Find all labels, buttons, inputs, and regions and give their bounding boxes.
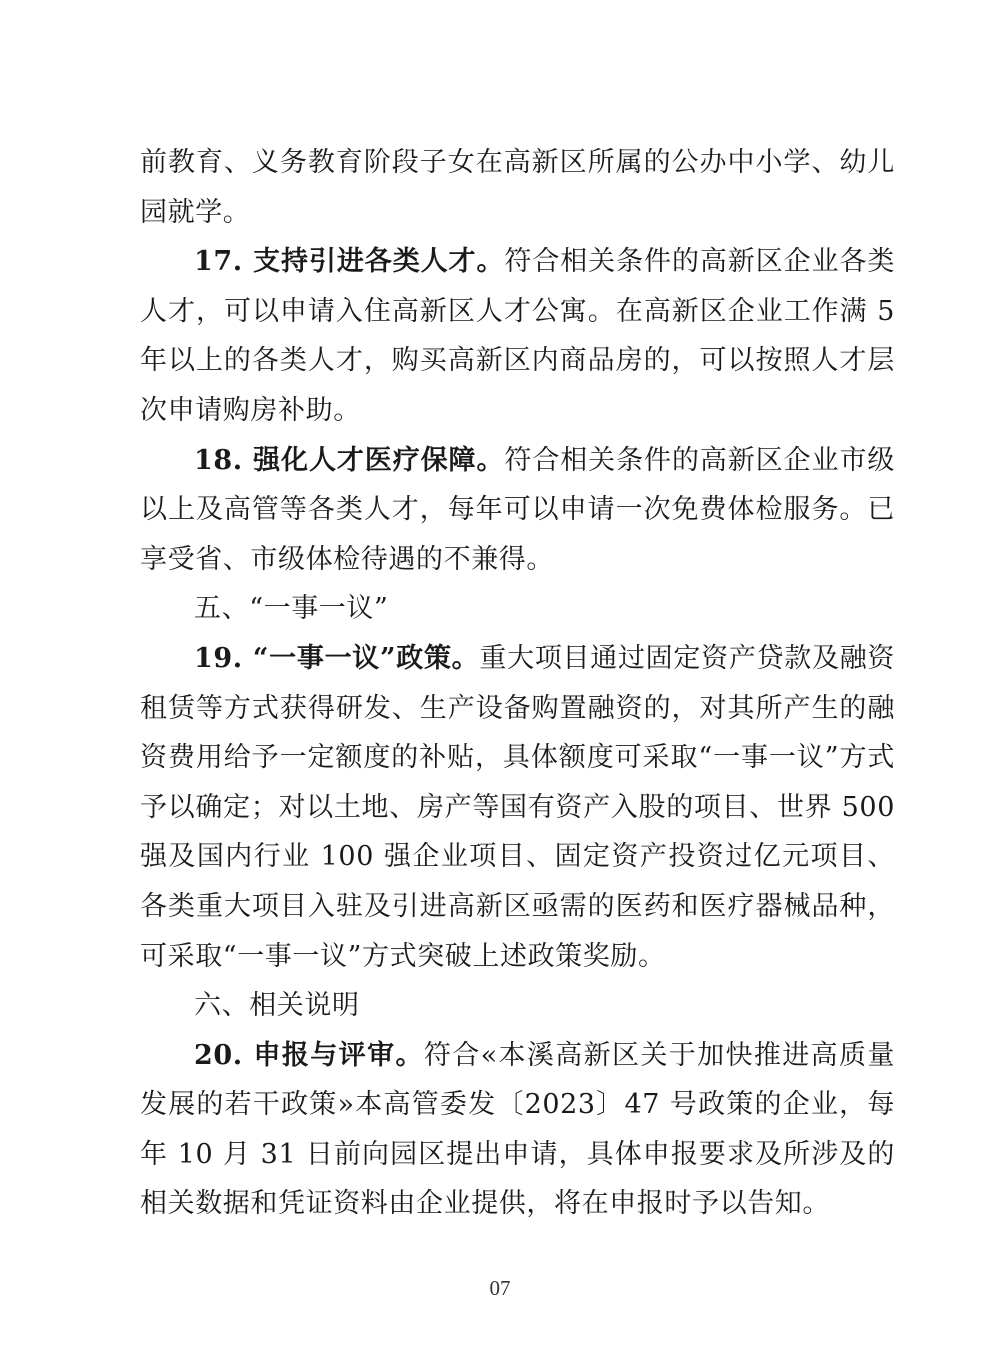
item-heading: 19. “一事一议”政策。 [194,642,480,674]
item-heading: 18. 强化人才医疗保障。 [194,444,505,476]
paragraph-text: 符合«本溪高新区关于加快推进高质量发展的若干政策»本高管委发〔2023〕47 号政策的企业，每年 10 月 31 日前向园区提出申请，具体申报要求及所涉及的相关数据和凭证资料由企业提供，将在申报时予以告知。 [140,1039,896,1220]
paragraph-text: 符合相关条件的高新区企业各类人才，可以申请入住高新区人才公寓。在高新区企业工作满 5 年以上的各类人才，购买高新区内商品房的，可以按照人才层次申请购房补助。 [140,246,895,426]
section-heading-6 [140,981,895,1031]
section-heading-text: 五、“一事一议” [194,593,389,625]
paragraph-text: 重大项目通过固定资产贷款及融资租赁等方式获得研发、生产设备购置融资的，对其所产生的融资费用给予一定额度的补贴，具体额度可采取“一事一议”方式予以确定；对以土地、房产等国有资产入股的项目、世界 500 强及国内行业 100 强企业项目、固定资产投资过亿元项目、各类重大项目入驻及引进高新区亟需的医药和医疗器械品种，可采取“一事一议”方式突破上述政策奖励。 [140,642,896,972]
section-heading-5 [140,584,895,634]
item-heading: 17. 支持引进各类人才。 [194,246,505,278]
paragraph-item-17 [140,237,895,435]
item-heading: 20. 申报与评审。 [194,1039,424,1071]
paragraph-continuation [140,138,895,237]
paragraph-item-18 [140,436,895,585]
paragraph-text: 前教育、义务教育阶段子女在高新区所属的公办中小学、幼儿园就学。 [140,147,895,228]
section-heading-text: 六、相关说明 [194,990,360,1022]
paragraph-item-19 [140,634,895,981]
paragraph-item-20 [140,1031,895,1229]
paragraph-text: 符合相关条件的高新区企业市级以上及高管等各类人才，每年可以申请一次免费体检服务。已享受省、市级体检待遇的不兼得。 [140,444,895,575]
page-number: 07 [489,1276,511,1300]
document-body [140,138,895,1229]
